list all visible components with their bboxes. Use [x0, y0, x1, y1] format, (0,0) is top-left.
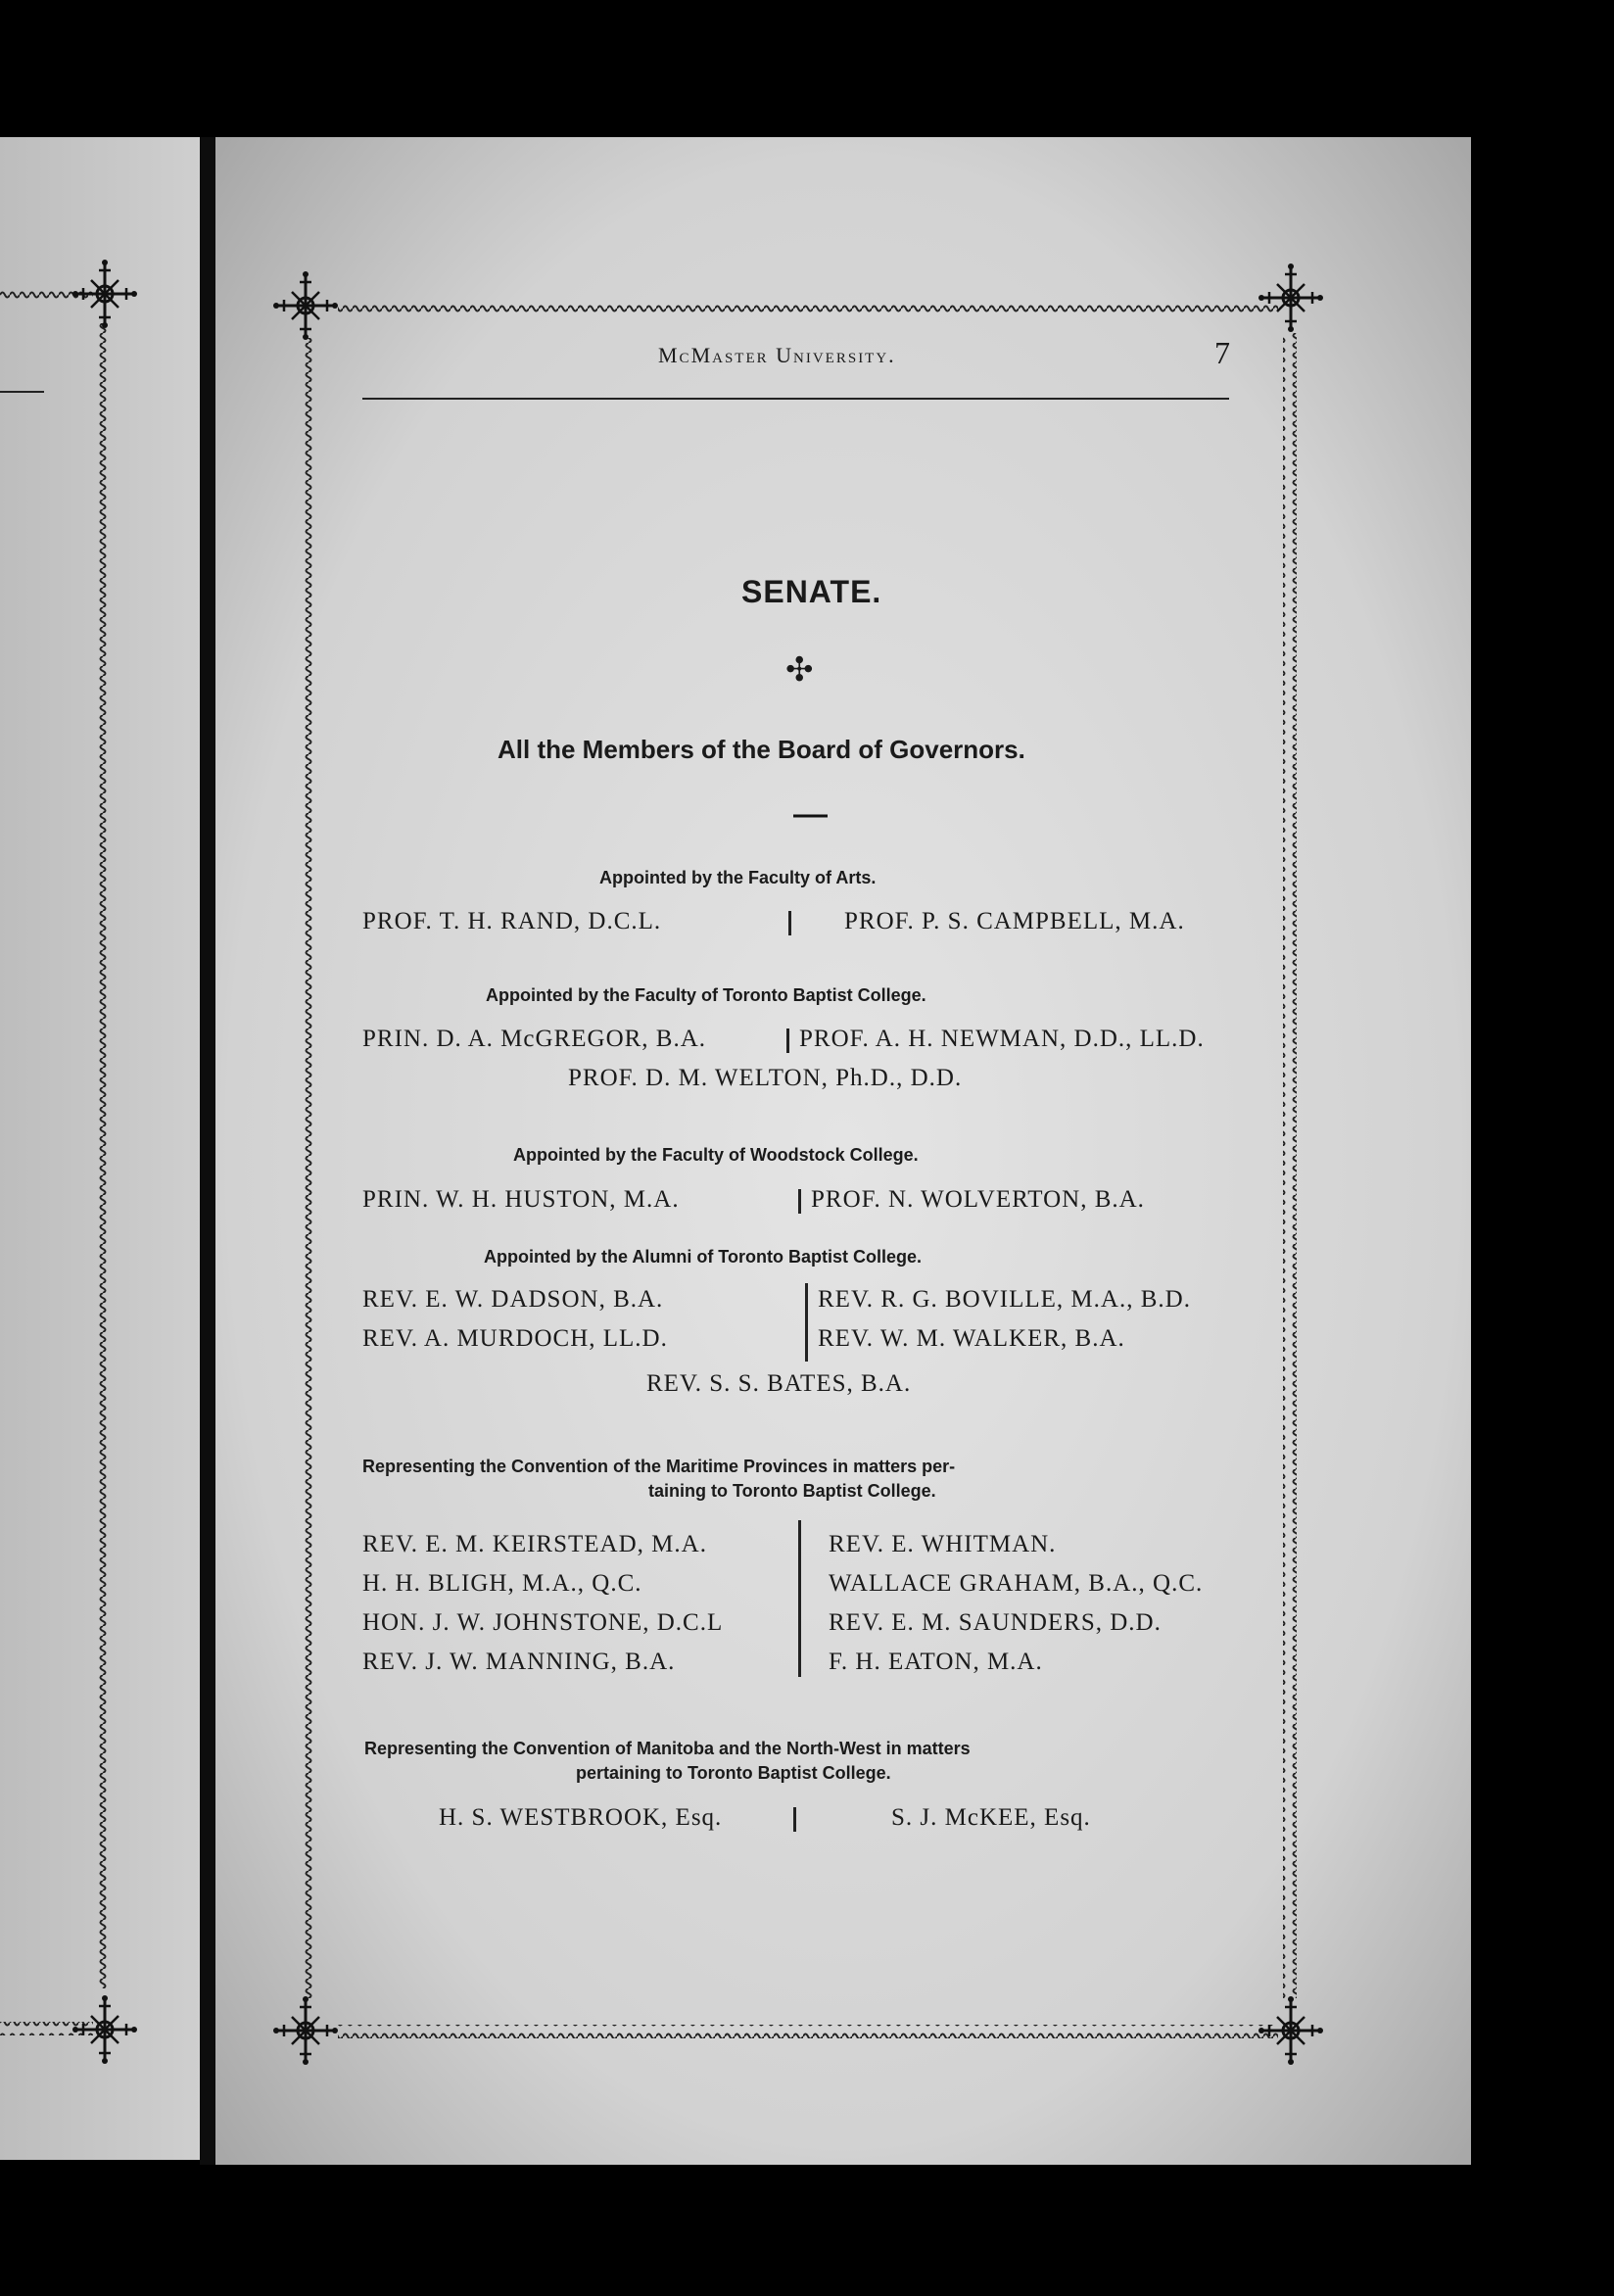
member-name: H. H. BLIGH, M.A., Q.C.	[362, 1570, 642, 1597]
column-divider	[798, 1520, 801, 1677]
member-name: REV. W. M. WALKER, B.A.	[818, 1325, 1125, 1352]
column-divider	[798, 1189, 801, 1214]
member-name: REV. S. S. BATES, B.A.	[646, 1370, 912, 1397]
member-name: PRIN. D. A. McGREGOR, B.A.	[362, 1026, 707, 1052]
member-name: REV. A. MURDOCH, LL.D.	[362, 1325, 668, 1352]
member-name: PRIN. W. H. HUSTON, M.A.	[362, 1186, 680, 1213]
member-name: H. S. WESTBROOK, Esq.	[439, 1804, 723, 1831]
member-name: REV. J. W. MANNING, B.A.	[362, 1649, 676, 1675]
member-name: REV. E. M. SAUNDERS, D.D.	[829, 1609, 1162, 1636]
group-heading-alumni: Appointed by the Alumni of Toronto Baptist College.	[484, 1247, 922, 1267]
member-name: PROF. N. WOLVERTON, B.A.	[811, 1186, 1145, 1213]
column-divider	[793, 1807, 796, 1832]
member-name: REV. E. M. KEIRSTEAD, M.A.	[362, 1531, 707, 1557]
member-name: F. H. EATON, M.A.	[829, 1649, 1043, 1675]
member-name: REV. R. G. BOVILLE, M.A., B.D.	[818, 1286, 1191, 1313]
group-heading-woodstock: Appointed by the Faculty of Woodstock College.	[513, 1145, 919, 1165]
member-name: PROF. A. H. NEWMAN, D.D., LL.D.	[799, 1026, 1205, 1052]
group-heading-toronto-faculty: Appointed by the Faculty of Toronto Baptist College.	[486, 985, 926, 1005]
ornament-mark: ✣	[785, 652, 815, 689]
group-heading-manitoba: Representing the Convention of Manitoba and the North-West in matters	[364, 1739, 971, 1758]
group-heading-arts: Appointed by the Faculty of Arts.	[599, 868, 877, 887]
member-name: HON. J. W. JOHNSTONE, D.C.L	[362, 1609, 724, 1636]
member-name: PROF. D. M. WELTON, Ph.D., D.D.	[568, 1065, 963, 1091]
members-line: All the Members of the Board of Governors.	[498, 735, 1025, 764]
member-name: S. J. McKEE, Esq.	[891, 1804, 1091, 1831]
group-heading-maritime-cont: taining to Toronto Baptist College.	[648, 1481, 936, 1501]
column-divider	[786, 1028, 789, 1053]
member-name: WALLACE GRAHAM, B.A., Q.C.	[829, 1570, 1204, 1597]
column-divider	[805, 1283, 808, 1362]
column-divider	[788, 911, 791, 935]
page-number: 7	[1214, 335, 1231, 370]
running-title: McMaster University.	[658, 343, 896, 367]
member-name: REV. E. WHITMAN.	[829, 1531, 1057, 1557]
member-name: REV. E. W. DADSON, B.A.	[362, 1286, 664, 1313]
member-name: PROF. T. H. RAND, D.C.L.	[362, 908, 662, 934]
section-title: SENATE.	[741, 574, 882, 609]
group-heading-manitoba-cont: pertaining to Toronto Baptist College.	[576, 1763, 891, 1783]
group-heading-maritime: Representing the Convention of the Maritime Provinces in matters per-	[362, 1457, 956, 1476]
member-name: PROF. P. S. CAMPBELL, M.A.	[844, 908, 1185, 934]
